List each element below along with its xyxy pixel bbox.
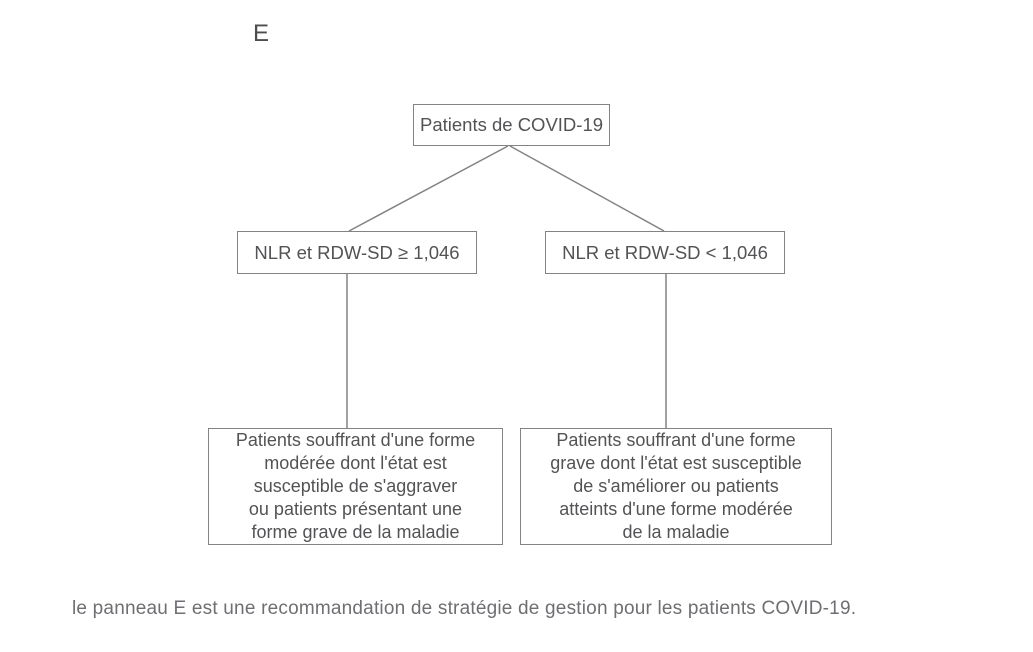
flowchart-node-leaf-moderate-worsening xyxy=(208,428,503,545)
flowchart-node-branch-low-nlr-rdw xyxy=(545,231,785,274)
figure-caption: le panneau E est une recommandation de stratégie de gestion pour les patients COVID-19. xyxy=(72,598,857,619)
left-leaf-line: susceptible de s'aggraver xyxy=(253,476,458,496)
flowchart-node-root xyxy=(413,104,610,146)
left-leaf-line: Patients souffrant d'une forme xyxy=(235,430,476,450)
right-leaf-line: de s'améliorer ou patients xyxy=(573,476,779,496)
left-leaf-line: ou patients présentant une xyxy=(248,499,463,519)
right-leaf-line: de la maladie xyxy=(622,522,730,542)
left-leaf-line: forme grave de la maladie xyxy=(251,522,460,542)
connector-root-to-right-branch xyxy=(510,146,664,231)
panel-letter-label: E xyxy=(253,20,270,47)
right-branch-label: NLR et RDW-SD < 1,046 xyxy=(562,241,768,263)
right-leaf-line: Patients souffrant d'une forme xyxy=(556,430,796,450)
left-branch-label: NLR et RDW-SD ≥ 1,046 xyxy=(254,241,460,263)
right-leaf-line: grave dont l'état est susceptible xyxy=(550,453,802,473)
flowchart-node-leaf-severe-improving xyxy=(520,428,832,545)
flowchart-node-branch-high-nlr-rdw xyxy=(237,231,477,274)
right-leaf-line: atteints d'une forme modérée xyxy=(559,499,793,519)
connector-root-to-left-branch xyxy=(349,146,508,231)
left-leaf-line: modérée dont l'état est xyxy=(264,453,447,473)
root-node-label: Patients de COVID-19 xyxy=(419,114,604,135)
